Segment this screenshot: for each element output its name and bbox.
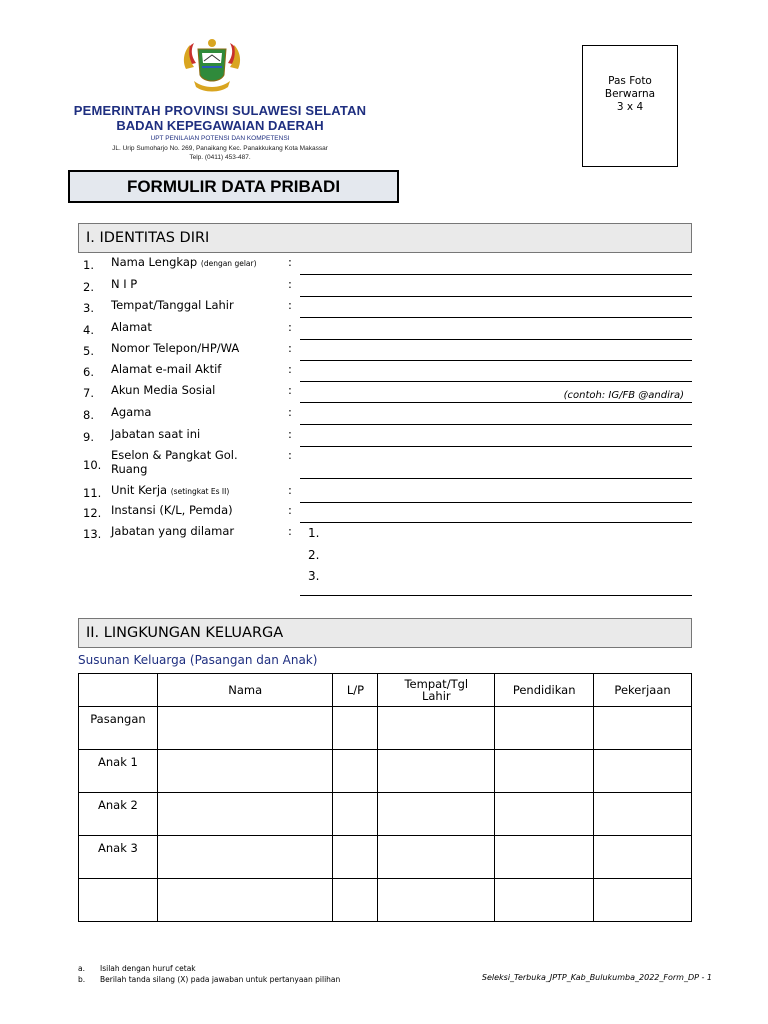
field-tempat-tanggal-lahir[interactable] bbox=[78, 298, 692, 318]
section-identitas-diri: I. IDENTITAS DIRI bbox=[78, 223, 692, 253]
table-cell[interactable] bbox=[594, 836, 692, 879]
field-email[interactable] bbox=[78, 362, 692, 382]
colon: : bbox=[288, 524, 292, 538]
table-cell[interactable] bbox=[157, 750, 333, 793]
table-cell[interactable] bbox=[378, 793, 495, 836]
input-line[interactable] bbox=[300, 296, 692, 297]
input-line[interactable] bbox=[300, 339, 692, 340]
photo-placeholder[interactable] bbox=[582, 45, 678, 167]
field-label: Akun Media Sosial bbox=[111, 383, 216, 397]
field-label: Tempat/Tanggal Lahir bbox=[111, 298, 234, 312]
table-cell[interactable] bbox=[495, 793, 594, 836]
table-row bbox=[79, 707, 692, 750]
column-header bbox=[79, 674, 158, 707]
input-line[interactable] bbox=[300, 424, 692, 425]
colon: : bbox=[288, 448, 292, 462]
field-instansi[interactable] bbox=[78, 503, 692, 523]
field-number: 8. bbox=[83, 408, 94, 422]
field-label: Jabatan yang dilamar bbox=[111, 524, 235, 538]
input-line[interactable] bbox=[300, 317, 692, 318]
table-cell[interactable] bbox=[495, 879, 594, 922]
photo-label-3: 3 x 4 bbox=[616, 101, 644, 113]
row-label: Anak 1 bbox=[79, 750, 158, 793]
field-nama-lengkap[interactable] bbox=[78, 255, 692, 275]
colon: : bbox=[288, 503, 292, 517]
table-cell[interactable] bbox=[333, 836, 378, 879]
field-number: 9. bbox=[83, 430, 94, 444]
table-cell[interactable] bbox=[333, 750, 378, 793]
column-header: L/P bbox=[333, 674, 378, 707]
field-media-sosial[interactable] bbox=[78, 383, 692, 403]
column-header: Tempat/Tgl Lahir bbox=[378, 674, 495, 707]
table-cell[interactable] bbox=[495, 750, 594, 793]
table-cell[interactable] bbox=[333, 707, 378, 750]
note-b: Berilah tanda silang (X) pada jawaban untuk pertanyaan pilihan bbox=[100, 975, 341, 984]
field-unit-kerja[interactable] bbox=[78, 483, 692, 503]
field-number: 12. bbox=[83, 506, 102, 520]
agency-name: BADAN KEPEGAWAIAN DAERAH bbox=[116, 118, 324, 133]
field-label: Unit Kerja (setingkat Es II) bbox=[111, 483, 230, 497]
note-b-mark: b. bbox=[78, 975, 86, 984]
table-cell[interactable] bbox=[495, 707, 594, 750]
field-number: 3. bbox=[83, 301, 94, 315]
footer-notes bbox=[100, 963, 340, 985]
input-line[interactable] bbox=[300, 381, 692, 382]
field-label: N I P bbox=[111, 277, 138, 291]
colon: : bbox=[288, 277, 292, 291]
document-code: Seleksi_Terbuka_JPTP_Kab_Bulukumba_2022_Form_DP - 1 bbox=[481, 973, 712, 982]
colon: : bbox=[288, 383, 292, 397]
field-jabatan-dilamar[interactable] bbox=[78, 524, 692, 596]
field-label: Jabatan saat ini bbox=[111, 427, 201, 441]
table-cell[interactable] bbox=[594, 793, 692, 836]
family-table-caption: Susunan Keluarga (Pasangan dan Anak) bbox=[78, 653, 318, 667]
colon: : bbox=[288, 320, 292, 334]
table-cell[interactable] bbox=[495, 836, 594, 879]
table-row bbox=[79, 836, 692, 879]
colon: : bbox=[288, 341, 292, 355]
field-number: 11. bbox=[83, 486, 102, 500]
input-line[interactable] bbox=[300, 522, 692, 523]
phone: Telp. (0411) 453-487. bbox=[189, 154, 251, 161]
family-table bbox=[78, 673, 692, 922]
column-header: Nama bbox=[157, 674, 333, 707]
table-cell[interactable] bbox=[594, 707, 692, 750]
input-line[interactable] bbox=[300, 595, 692, 596]
field-number: 1. bbox=[83, 258, 94, 272]
field-number: 4. bbox=[83, 323, 94, 337]
option-1[interactable]: 1. bbox=[308, 526, 320, 540]
input-line[interactable] bbox=[300, 402, 692, 403]
table-header-row bbox=[79, 674, 692, 707]
table-row bbox=[79, 750, 692, 793]
colon: : bbox=[288, 483, 292, 497]
section-lingkungan-keluarga: II. LINGKUNGAN KELUARGA bbox=[78, 618, 692, 648]
field-number: 13. bbox=[83, 527, 102, 541]
colon: : bbox=[288, 255, 292, 269]
input-line[interactable] bbox=[300, 360, 692, 361]
table-cell[interactable] bbox=[378, 750, 495, 793]
field-label: Agama bbox=[111, 405, 152, 419]
emblem-icon bbox=[180, 35, 244, 95]
example-hint: (contoh: IG/FB @andira) bbox=[563, 390, 684, 401]
org-name: PEMERINTAH PROVINSI SULAWESI SELATAN bbox=[73, 103, 367, 118]
table-cell[interactable] bbox=[157, 879, 333, 922]
field-label: Nomor Telepon/HP/WA bbox=[111, 341, 240, 355]
row-label: Anak 3 bbox=[79, 836, 158, 879]
footer-notes-marks bbox=[78, 963, 85, 985]
colon: : bbox=[288, 362, 292, 376]
note-a-mark: a. bbox=[78, 964, 85, 973]
field-number: 10. bbox=[83, 458, 102, 472]
field-label: Alamat e-mail Aktif bbox=[111, 362, 222, 376]
table-cell[interactable] bbox=[157, 707, 333, 750]
field-nomor-telepon[interactable] bbox=[78, 341, 692, 361]
table-cell[interactable] bbox=[594, 750, 692, 793]
table-cell[interactable] bbox=[594, 879, 692, 922]
field-alamat[interactable] bbox=[78, 320, 692, 340]
photo-label-1: Pas Foto bbox=[608, 75, 652, 87]
row-label: Pasangan bbox=[79, 707, 158, 750]
field-number: 5. bbox=[83, 344, 94, 358]
field-label: Instansi (K/L, Pemda) bbox=[111, 503, 233, 517]
colon: : bbox=[288, 298, 292, 312]
table-cell[interactable] bbox=[157, 836, 333, 879]
column-header: Pendidikan bbox=[495, 674, 594, 707]
colon: : bbox=[288, 427, 292, 441]
input-line[interactable] bbox=[300, 446, 692, 447]
field-label: Alamat bbox=[111, 320, 152, 334]
table-cell[interactable] bbox=[378, 836, 495, 879]
colon: : bbox=[288, 405, 292, 419]
table-cell[interactable] bbox=[333, 879, 378, 922]
field-nip[interactable] bbox=[78, 277, 692, 297]
input-line[interactable] bbox=[300, 478, 692, 479]
field-number: 7. bbox=[83, 386, 94, 400]
option-2[interactable]: 2. bbox=[308, 548, 320, 562]
unit-name: UPT PENILAIAN POTENSI DAN KOMPETENSI bbox=[150, 135, 290, 142]
table-cell[interactable] bbox=[157, 793, 333, 836]
photo-label-2: Berwarna bbox=[604, 88, 656, 100]
field-agama[interactable] bbox=[78, 405, 692, 425]
column-header: Pekerjaan bbox=[594, 674, 692, 707]
field-number: 2. bbox=[83, 280, 94, 294]
table-row bbox=[79, 793, 692, 836]
table-cell[interactable] bbox=[378, 707, 495, 750]
table-cell[interactable] bbox=[378, 879, 495, 922]
field-number: 6. bbox=[83, 365, 94, 379]
form-title: FORMULIR DATA PRIBADI bbox=[68, 170, 399, 203]
table-row bbox=[79, 879, 692, 922]
field-label: Nama Lengkap (dengan gelar) bbox=[111, 255, 257, 269]
field-eselon-pangkat[interactable] bbox=[78, 448, 692, 479]
org-header bbox=[60, 103, 380, 162]
field-label: Eselon & Pangkat Gol. Ruang bbox=[111, 448, 238, 476]
input-line[interactable] bbox=[300, 274, 692, 275]
note-a: Isilah dengan huruf cetak bbox=[100, 964, 196, 973]
row-label bbox=[79, 879, 158, 922]
field-jabatan-saat-ini[interactable] bbox=[78, 427, 692, 447]
option-3[interactable]: 3. bbox=[308, 569, 320, 583]
row-label: Anak 2 bbox=[79, 793, 158, 836]
address: JL. Urip Sumoharjo No. 269, Panaikang Kec. Panakkukang Kota Makassar bbox=[112, 145, 328, 152]
table-cell[interactable] bbox=[333, 793, 378, 836]
